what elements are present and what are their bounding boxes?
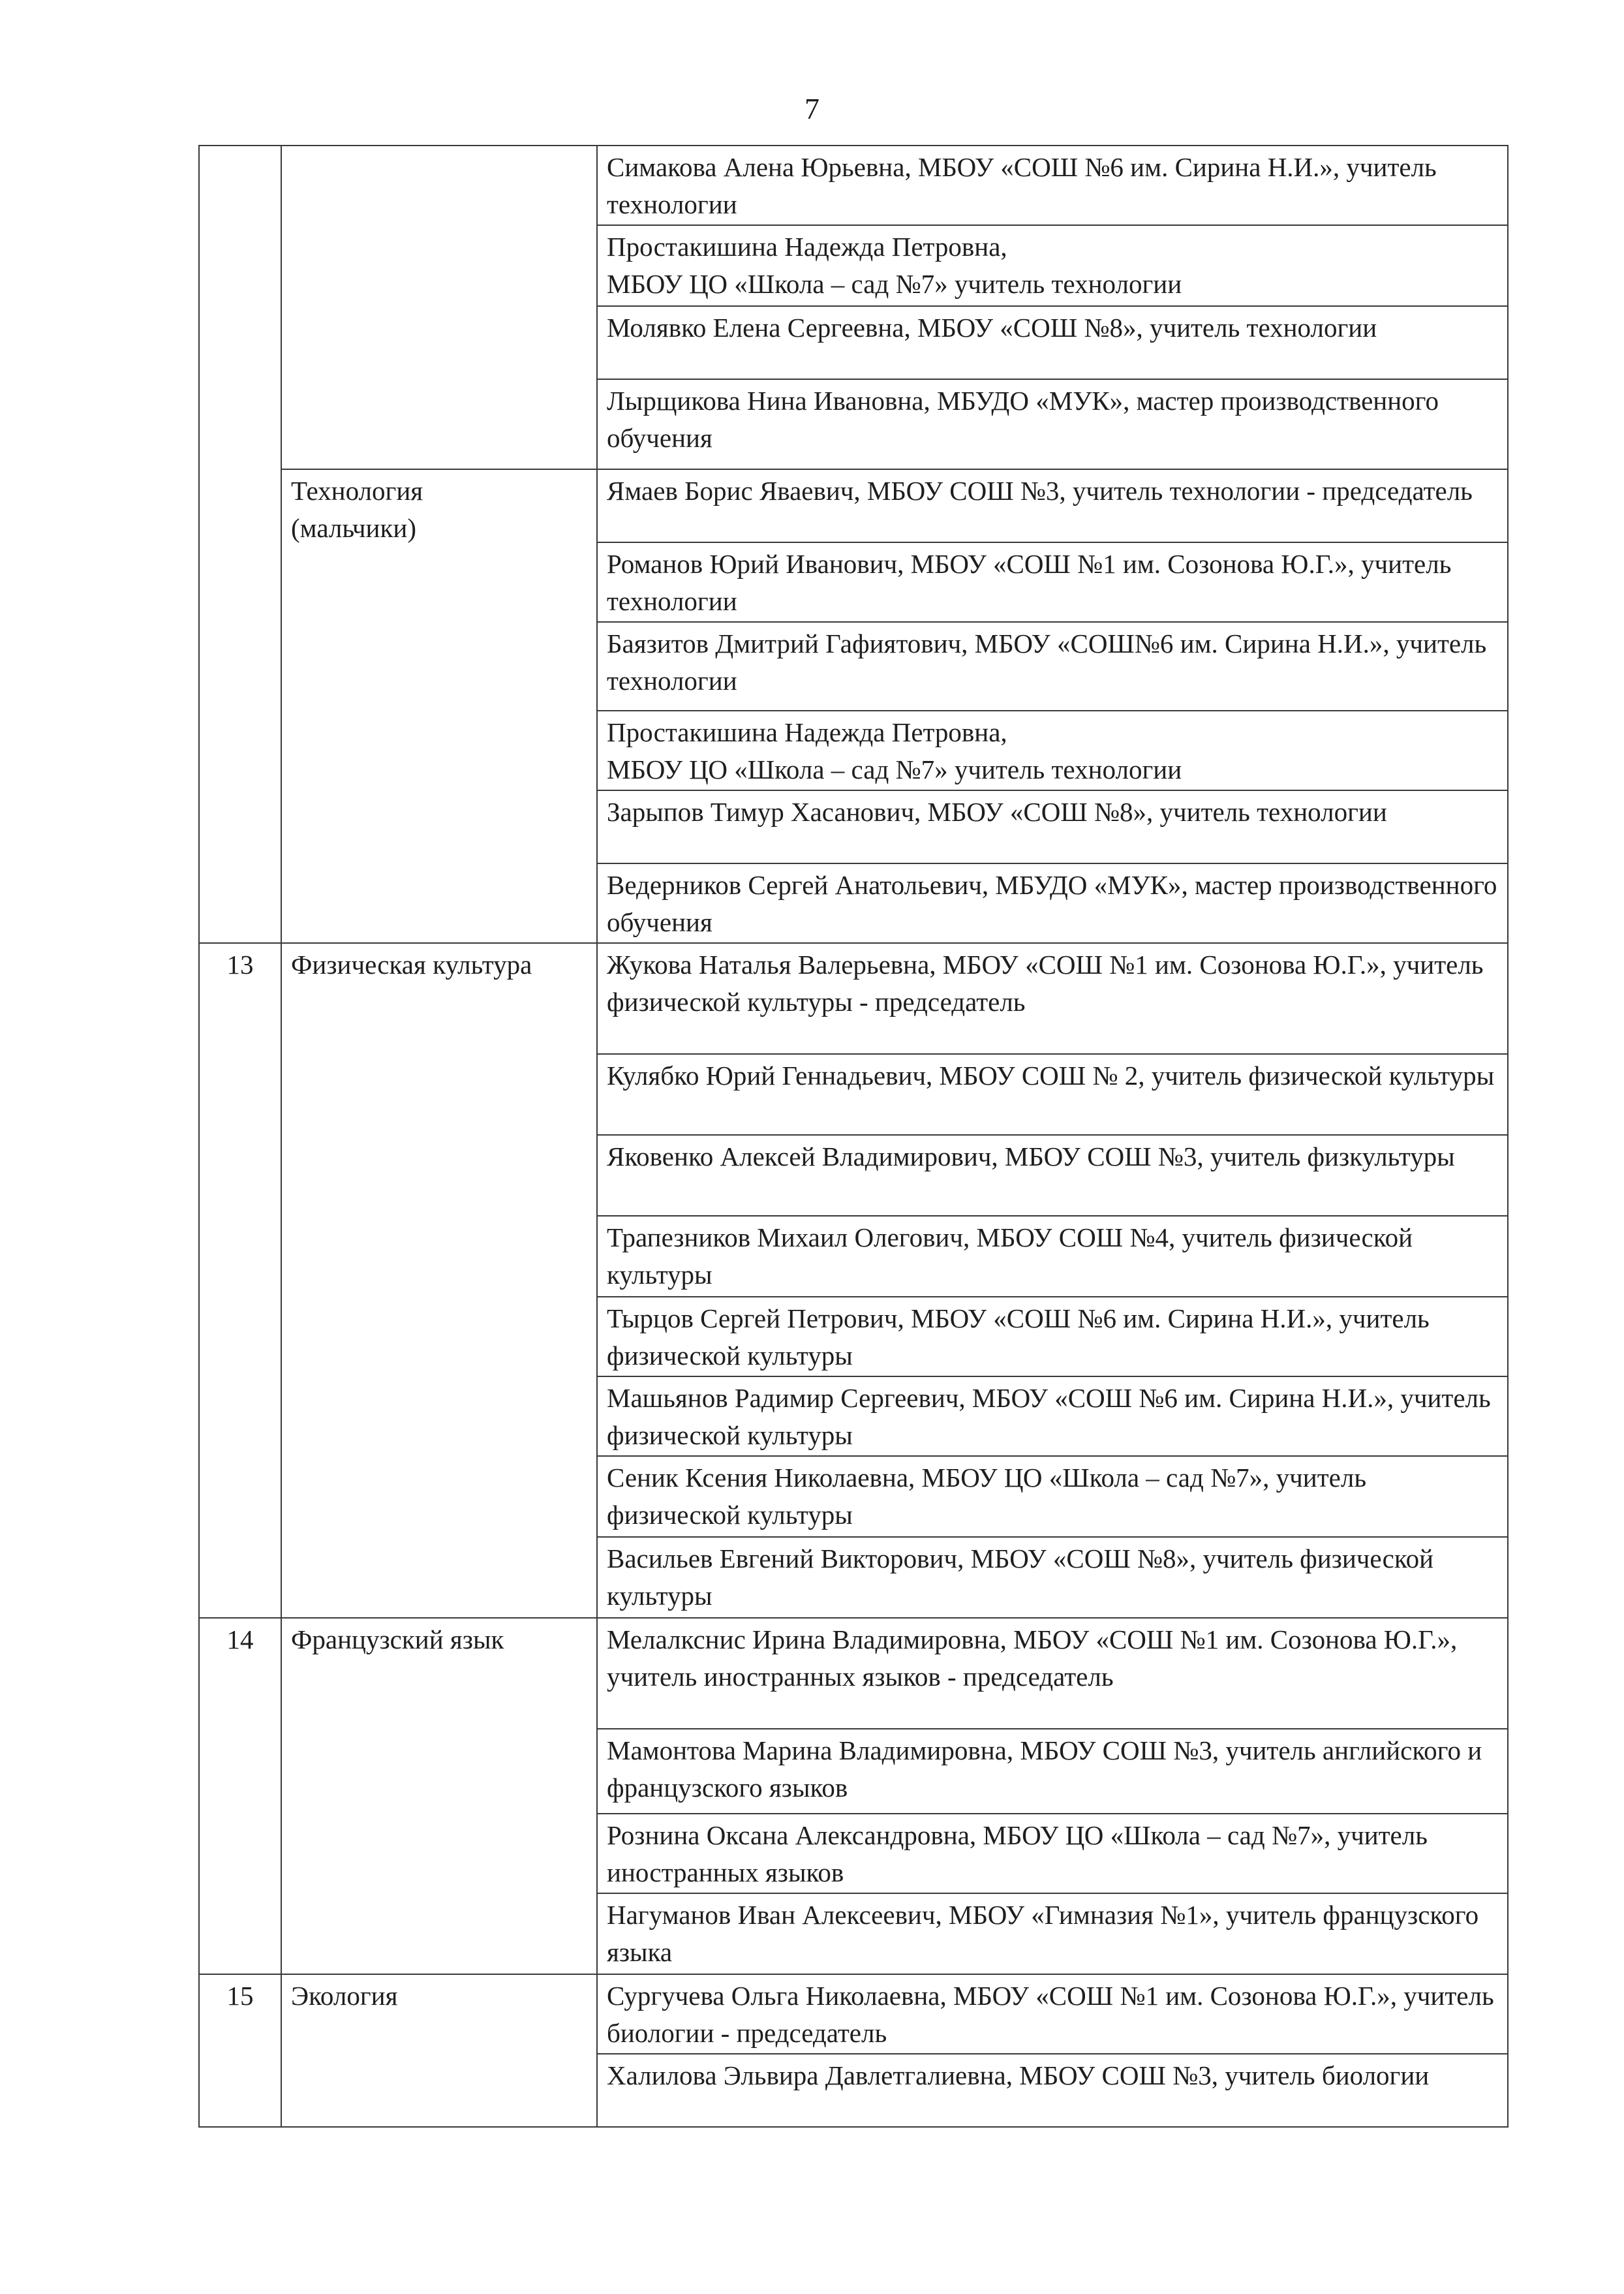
member-cell: Симакова Алена Юрьевна, МБОУ «СОШ №6 им. Сирина Н.И.», учитель технологии (597, 146, 1508, 225)
member-cell: Лырщикова Нина Ивановна, МБУДО «МУК», мастер производственного обучения (597, 379, 1508, 469)
member-cell: Трапезников Михаил Олегович, МБОУ СОШ №4, учитель физической культуры (597, 1216, 1508, 1297)
commission-table (198, 145, 1509, 2128)
member-cell: Нагуманов Иван Алексеевич, МБОУ «Гимназия №1», учитель французского языка (597, 1893, 1508, 1974)
member-cell: Ведерников Сергей Анатольевич, МБУДО «МУК», мастер производственного обучения (597, 863, 1508, 943)
member-cell: Простакишина Надежда Петровна, МБОУ ЦО «Школа – сад №7» учитель технологии (597, 225, 1508, 306)
section-number-cell: 15 (199, 1974, 281, 2127)
member-cell: Васильев Евгений Викторович, МБОУ «СОШ №8», учитель физической культуры (597, 1537, 1508, 1618)
table-row (199, 943, 1508, 1054)
member-cell: Кулябко Юрий Геннадьевич, МБОУ СОШ № 2, учитель физической культуры (597, 1054, 1508, 1135)
subject-cell: Технология (мальчики) (281, 469, 597, 943)
section-number-cell (199, 146, 281, 943)
section-number-cell: 13 (199, 943, 281, 1618)
section-number-cell: 14 (199, 1618, 281, 1974)
subject-cell (281, 146, 597, 469)
member-cell: Мамонтова Марина Владимировна, МБОУ СОШ №3, учитель английского и французского языков (597, 1729, 1508, 1814)
table-row (199, 1974, 1508, 2054)
member-cell: Баязитов Дмитрий Гафиятович, МБОУ «СОШ№6 им. Сирина Н.И.», учитель технологии (597, 622, 1508, 711)
member-cell: Мелалкснис Ирина Владимировна, МБОУ «СОШ №1 им. Созонова Ю.Г.», учитель иностранных языков - председатель (597, 1618, 1508, 1729)
member-cell: Халилова Эльвира Давлетгалиевна, МБОУ СОШ №3, учитель биологии (597, 2054, 1508, 2127)
member-cell: Жукова Наталья Валерьевна, МБОУ «СОШ №1 им. Созонова Ю.Г.», учитель физической культуры - председатель (597, 943, 1508, 1054)
table-row (199, 469, 1508, 542)
subject-cell: Французский язык (281, 1618, 597, 1974)
page-number: 7 (804, 92, 820, 125)
commission-table-body (199, 146, 1508, 2127)
member-cell: Сеник Ксения Николаевна, МБОУ ЦО «Школа – сад №7», учитель физической культуры (597, 1456, 1508, 1537)
subject-cell: Экология (281, 1974, 597, 2127)
member-cell: Зарыпов Тимур Хасанович, МБОУ «СОШ №8», учитель технологии (597, 790, 1508, 863)
member-cell: Ямаев Борис Яваевич, МБОУ СОШ №3, учитель технологии - председатель (597, 469, 1508, 542)
member-cell: Простакишина Надежда Петровна, МБОУ ЦО «Школа – сад №7» учитель технологии (597, 711, 1508, 790)
member-cell: Молявко Елена Сергеевна, МБОУ «СОШ №8», учитель технологии (597, 306, 1508, 379)
member-cell: Тырцов Сергей Петрович, МБОУ «СОШ №6 им. Сирина Н.И.», учитель физической культуры (597, 1297, 1508, 1376)
table-row (199, 1618, 1508, 1729)
member-cell: Сургучева Ольга Николаевна, МБОУ «СОШ №1 им. Созонова Ю.Г.», учитель биологии - председатель (597, 1974, 1508, 2054)
member-cell: Романов Юрий Иванович, МБОУ «СОШ №1 им. Созонова Ю.Г.», учитель технологии (597, 542, 1508, 622)
table-row (199, 146, 1508, 225)
member-cell: Яковенко Алексей Владимирович, МБОУ СОШ №3, учитель физкультуры (597, 1135, 1508, 1216)
member-cell: Рознина Оксана Александровна, МБОУ ЦО «Школа – сад №7», учитель иностранных языков (597, 1814, 1508, 1893)
member-cell: Машьянов Радимир Сергеевич, МБОУ «СОШ №6 им. Сирина Н.И.», учитель физической культуры (597, 1376, 1508, 1456)
subject-cell: Физическая культура (281, 943, 597, 1618)
